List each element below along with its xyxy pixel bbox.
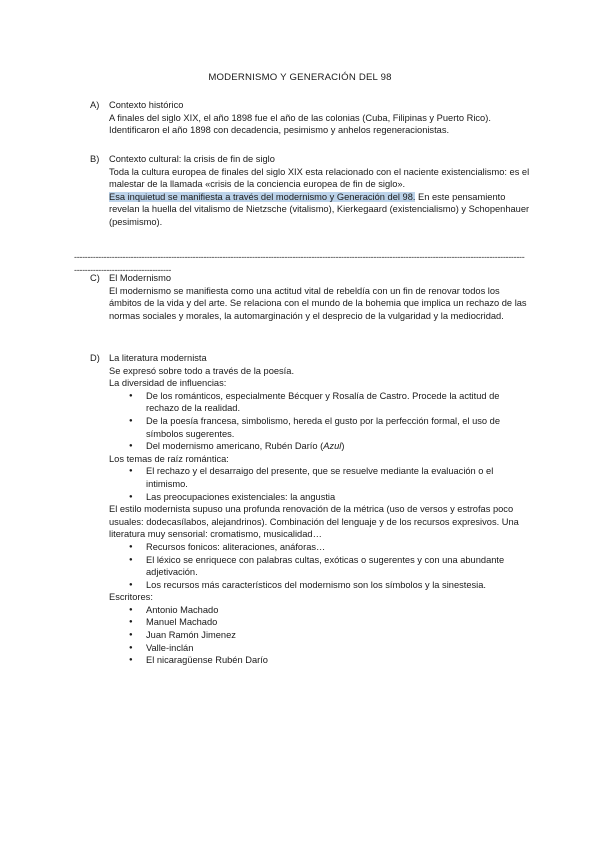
section-c bbox=[90, 272, 530, 322]
section-letter: B) bbox=[90, 154, 100, 164]
list-item: ● Antonio Machado bbox=[109, 604, 530, 617]
paragraph-continuation: En este pensamiento revelan la huella del vitalismo de Nietzsche (vitalismo), Kierkegaard (existencialismo) y Schopenhauer (pesimismo). bbox=[109, 191, 530, 227]
list-item: ● El rechazo y el desarraigo del presente, que se resuelve mediante la evaluación o el intimismo. bbox=[109, 465, 530, 490]
list-item: ● El léxico se enriquece con palabras cultas, exóticas o sugerentes y con una abundante adjetivación. bbox=[109, 554, 530, 579]
section-heading: Contexto histórico bbox=[109, 100, 184, 110]
paragraph-line: Identificaron el año 1898 con decadencia, pesimismo y anhelos regeneracionistas. bbox=[109, 125, 450, 136]
section-a bbox=[90, 99, 530, 137]
list-item: ● Recursos fonicos: aliteraciones, anáforas… bbox=[109, 541, 530, 554]
paragraph: Escritores: bbox=[109, 592, 153, 603]
list-item: ● Manuel Machado bbox=[109, 616, 530, 629]
list-item: ● Las preocupaciones existenciales: la angustia bbox=[109, 491, 530, 504]
list-item: ● Los recursos más característicos del modernismo son los símbolos y la sinestesia. bbox=[109, 579, 530, 592]
writers-list bbox=[109, 604, 530, 667]
paragraph: Los temas de raíz romántica: bbox=[109, 453, 229, 464]
page-title: MODERNISMO Y GENERACIÓN DEL 98 bbox=[208, 72, 392, 83]
influences-list bbox=[109, 390, 530, 453]
section-b-body bbox=[109, 166, 530, 229]
paragraph: El estilo modernista supuso una profunda renovación de la métrica (uso de versos y estrofas poco usuales: dodecasílabos, alejandrinos). Combinación del lenguaje y de los recursos expresivos. Una literatura muy sensorial: cromatismo, musicalidad… bbox=[109, 504, 519, 540]
list-item: ● Juan Ramón Jimenez bbox=[109, 629, 530, 642]
section-b bbox=[90, 153, 530, 229]
paragraph: La diversidad de influencias: bbox=[109, 378, 227, 389]
paragraph: Se expresó sobre todo a través de la poesía. bbox=[109, 365, 295, 376]
list-item: ● El nicaragüense Rubén Darío bbox=[109, 654, 530, 667]
dashed-separator: ----------------------------------------------------------------------------------------------------------------------------------------------------------------------------------------------------------- bbox=[74, 252, 525, 275]
paragraph: El modernismo se manifiesta como una actitud vital de rebeldía con un fin de renovar todos los ámbitos de la vida y del arte. Se relaciona con el mundo de la bohemia que implica un rechazo de las normas sociales y morales, la automarginación y el desprecio de la vulgaridad y la mediocridad. bbox=[109, 285, 527, 321]
themes-list bbox=[109, 465, 530, 503]
list-item: ● De la poesía francesa, simbolismo, hereda el gusto por la perfección formal, el uso de símbolos sugerentes. bbox=[109, 415, 530, 440]
paragraph: Toda la cultura europea de finales del siglo XIX esta relacionado con el naciente existencialismo: es el malestar de la llamada «crisis de la conciencia europea de fin de siglo». bbox=[109, 166, 530, 190]
section-letter: A) bbox=[90, 100, 100, 110]
highlighted-text: Esa inquietud se manifiesta a través del modernismo y Generación del 98. bbox=[109, 191, 416, 202]
list-item: ● Valle-inclán bbox=[109, 642, 530, 655]
section-letter: D) bbox=[90, 353, 100, 363]
section-d bbox=[90, 352, 530, 667]
section-letter: C) bbox=[90, 273, 100, 283]
list-item: ● Del modernismo americano, Rubén Darío (Azul) bbox=[109, 440, 530, 453]
section-d-body bbox=[109, 365, 530, 667]
section-heading: El Modernismo bbox=[109, 273, 172, 283]
section-a-body bbox=[109, 112, 530, 137]
section-heading: Contexto cultural: la crisis de fin de siglo bbox=[109, 154, 275, 164]
book-title: Azul bbox=[323, 441, 342, 452]
resources-list bbox=[109, 541, 530, 591]
paragraph-line: A finales del siglo XIX, el año 1898 fue el año de las colonias (Cuba, Filipinas y Puerto Rico). bbox=[109, 112, 491, 123]
list-item: ● De los románticos, especialmente Bécquer y Rosalía de Castro. Procede la actitud de rechazo de la realidad. bbox=[109, 390, 530, 415]
paragraph bbox=[109, 191, 530, 229]
section-heading: La literatura modernista bbox=[109, 353, 207, 363]
